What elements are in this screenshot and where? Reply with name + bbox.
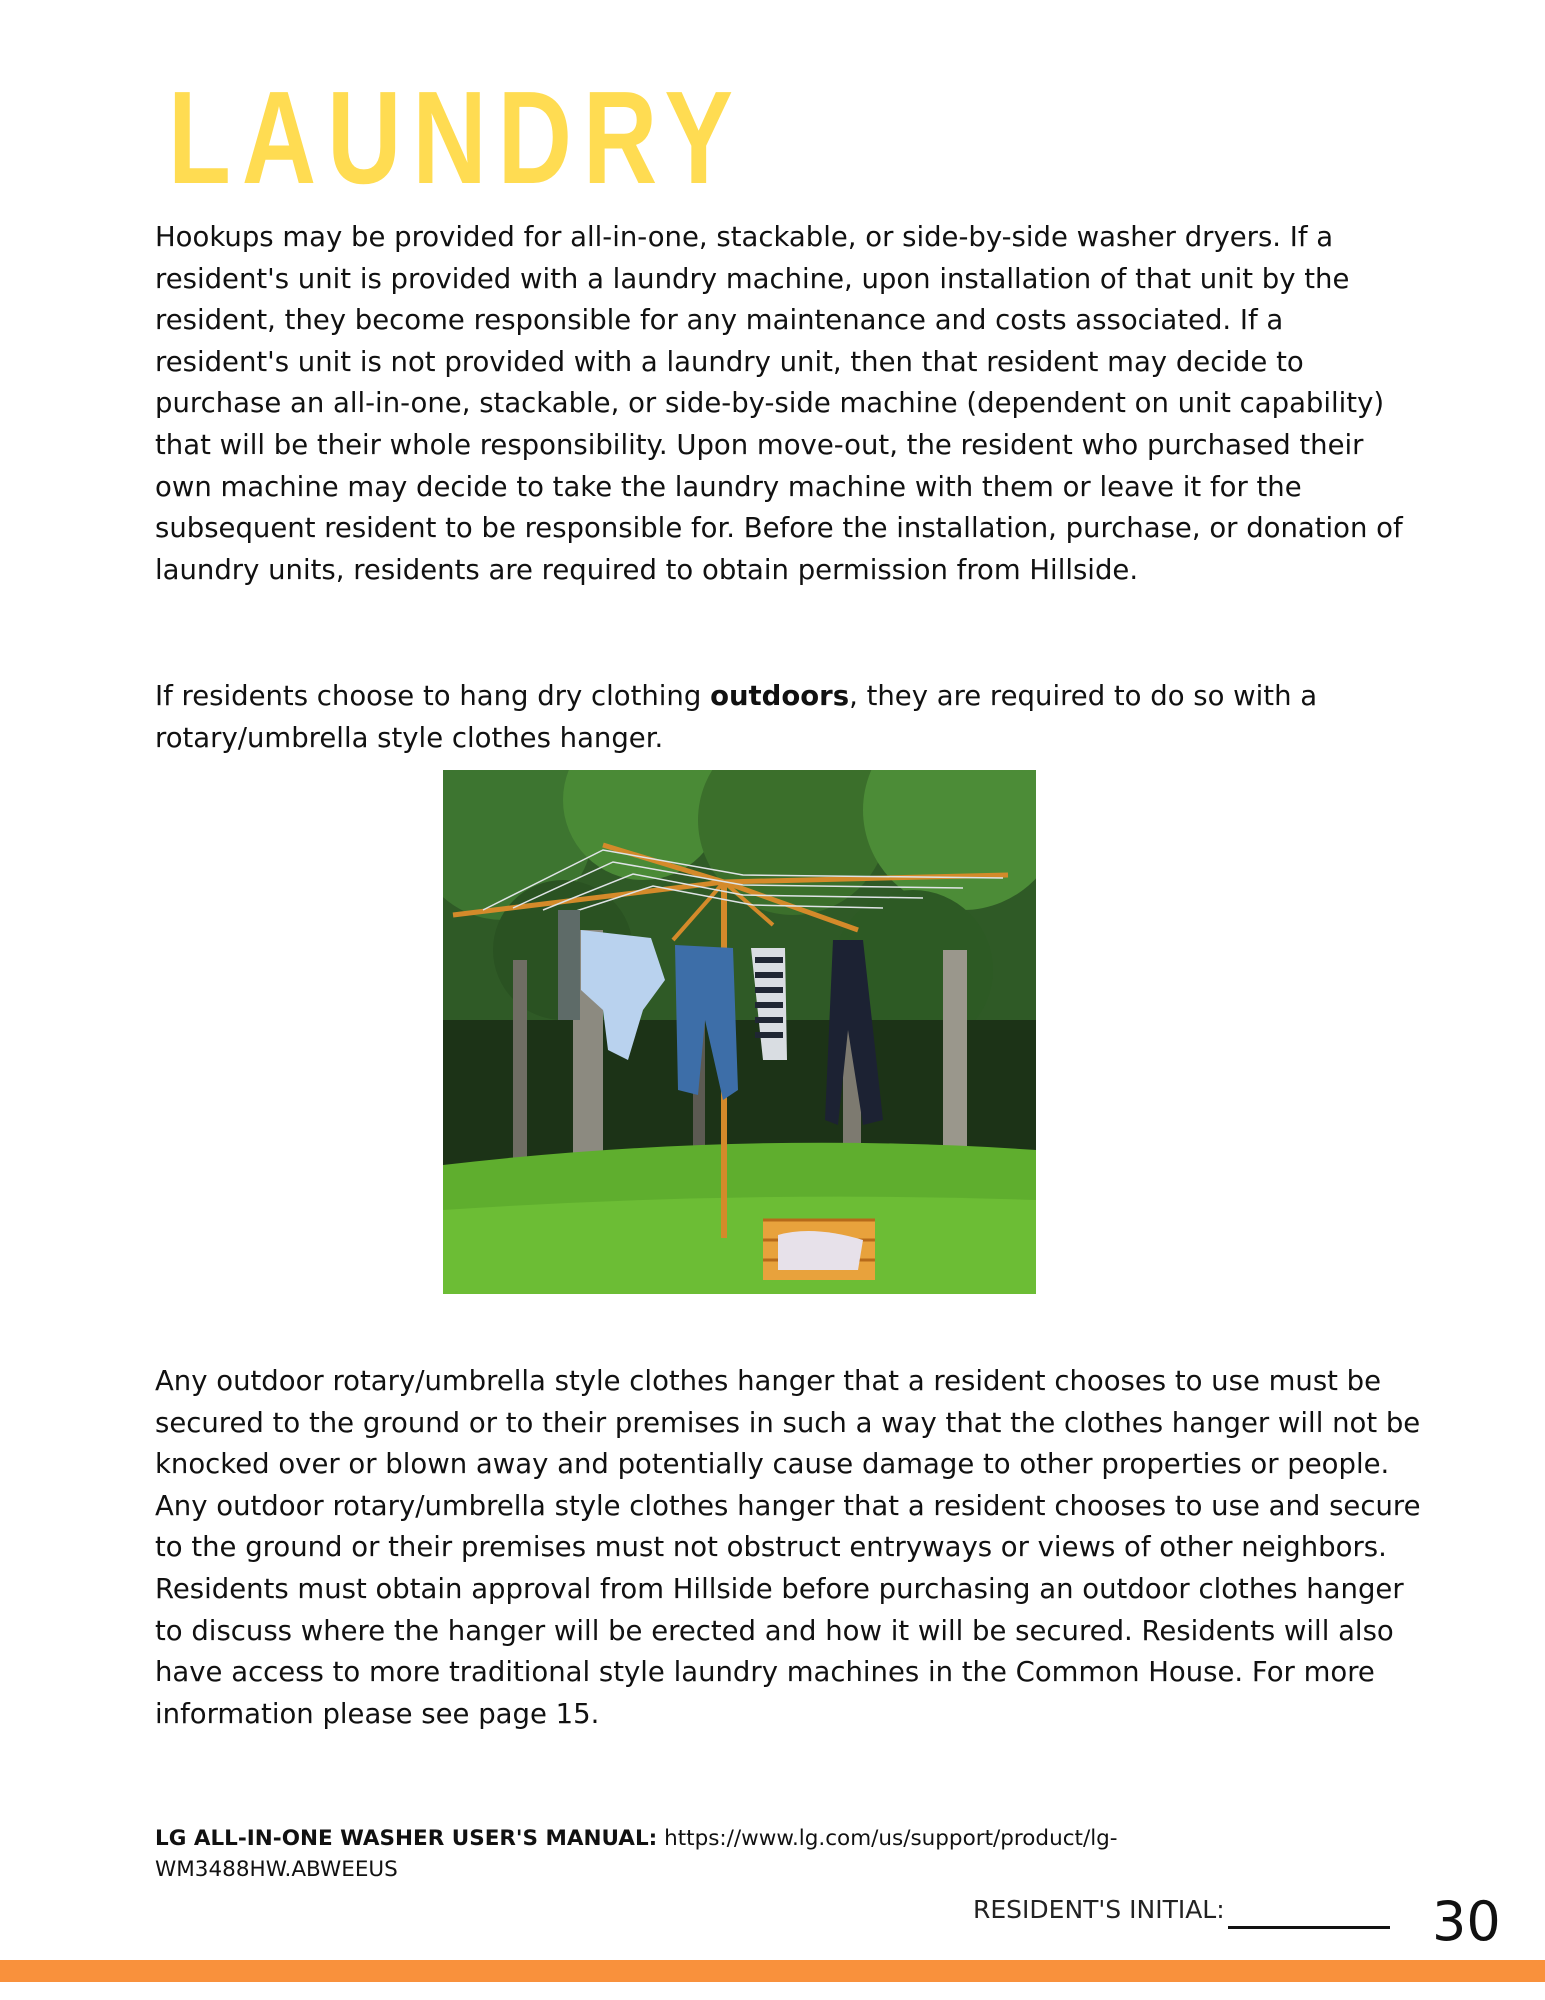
resident-initial-label: RESIDENT'S INITIAL: <box>973 1895 1225 1924</box>
outdoor-drying-paragraph <box>155 676 1425 759</box>
manual-label: LG ALL-IN-ONE WASHER USER'S MANUAL: <box>155 1826 658 1851</box>
page-number: 30 <box>1432 1890 1501 1953</box>
laundry-hookups-paragraph: Hookups may be provided for all-in-one, stackable, or side-by-side washer dryers. If a resident's unit is provided with a laundry machine, upon installation of that unit by the resident, they become responsible for any maintenance and costs associated. If a resident's unit is not provided with a laundry unit, then that resident may decide to purchase an all-in-one, stackable, or side-by-side machine (dependent on unit capability) that will be their whole responsibility. Upon move-out, the resident who purchased their own machine may decide to take the laundry machine with them or leave it for the subsequent resident to be responsible for. Before the installation, purchase, or donation of laundry units, residents are required to obtain permission from Hillside. <box>155 221 1403 586</box>
manual-link[interactable]: https://www.lg.com/us/support/product/lg-WM3488HW.ABWEEUS <box>155 1826 1118 1882</box>
manual-reference <box>155 1823 1305 1885</box>
page-title: LAUNDRY <box>168 64 744 211</box>
outdoor-drying-text-start: If residents choose to hang dry clothing <box>155 680 711 712</box>
hanger-rules-paragraph: Any outdoor rotary/umbrella style clothes hanger that a resident chooses to use must be secured to the ground or to their premises in such a way that the clothes hanger will not be knocked over or blown away and potentially cause damage to other properties or people. Any outdoor rotary/umbrella style clothes hanger that a resident chooses to use and secure to the ground or their premises must not obstruct entryways or views of other neighbors. Residents must obtain approval from Hillside before purchasing an outdoor clothes hanger to discuss where the hanger will be erected and how it will be secured. Residents will also have access to more traditional style laundry machines in the Common House. For more information please see page 15. <box>155 1365 1421 1730</box>
clothes-hanger-illustration <box>443 770 1036 1294</box>
outdoors-bold-text: outdoors <box>710 680 850 712</box>
footer-bar <box>0 1960 1545 1982</box>
outdoor-drying-text-end: , they are required to do so with a rotary/umbrella style clothes hanger. <box>155 680 1318 754</box>
resident-initial-line <box>1228 1926 1390 1929</box>
rotary-clothes-hanger-photo <box>443 770 1036 1294</box>
